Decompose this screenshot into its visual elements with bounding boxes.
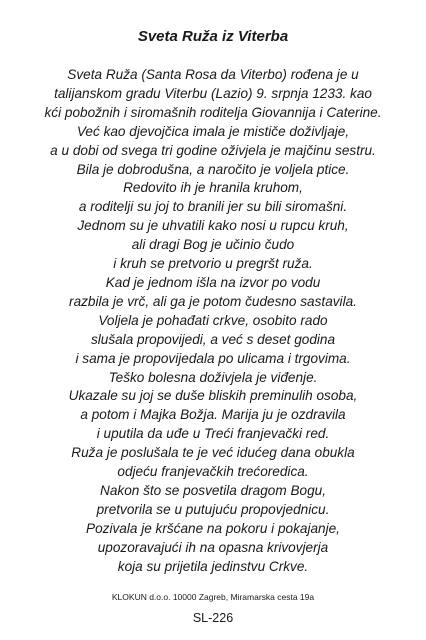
body-line: koja su prijetila jedinstvu Crkve. [117, 558, 309, 574]
body-line: pretvorila se u putujuću propovjednicu. [96, 501, 330, 517]
body-line: Pozivala je kršćane na pokoru i pokajanje, [86, 520, 340, 536]
body-line: i sama je propovijedala po ulicama i trgovima. [75, 350, 351, 366]
body-line: i kruh se pretvorio u pregršt ruža. [113, 256, 313, 272]
body-line: Teško bolesna doživjela je viđenje. [108, 369, 318, 385]
body-line: Sveta Ruža (Santa Rosa da Viterbo) rođena je u [67, 67, 359, 82]
body-line: Voljela je pohađati crkve, osobito rado [98, 312, 328, 328]
body-line: upozoravajući ih na opasna krivovjerja [97, 539, 329, 555]
publisher-info: KLOKUN d.o.o. 10000 Zagreb, Miramarska cesta 19a [111, 592, 315, 602]
body-line: Već kao djevojčica imala je mističe doživljaje, [76, 123, 350, 139]
body-line: Ukazale su joj se duše bliskih preminulih osoba, [68, 388, 358, 404]
body-line: slušala propovijedi, a već s deset godina [90, 331, 336, 347]
body-line: Jednom su je uhvatili kako nosi u rupcu kruh, [77, 218, 349, 234]
card-title: Sveta Ruža iz Viterba [137, 28, 289, 45]
card-body-text [0, 66, 426, 576]
body-line: razbila je vrč, ali ga je potom čudesno sastavila. [69, 293, 357, 309]
body-line: Ruža je poslušala te je već idućeg dana obukla [71, 445, 355, 461]
body-line: Kad je jednom išla na izvor po vodu [105, 274, 321, 290]
body-line: ali dragi Bog je učinio čudo [131, 237, 295, 253]
body-line: Nakon što se posvetila dragom Bogu, [100, 482, 326, 498]
body-line: Redovito ih je hranila kruhom, [123, 180, 303, 196]
body-line: Bila je dobrodušna, a naročito je voljela ptice. [76, 161, 350, 177]
body-line: odjeću franjevačkih trećoredica. [117, 464, 309, 480]
card-code: SL-226 [192, 611, 234, 625]
body-line: a potom i Majka Božja. Marija ju je ozdravila [80, 407, 346, 423]
body-line: a u dobi od svega tri godine oživjela je majčinu sestru. [50, 142, 376, 158]
body-line: i uputila da uđe u Treći franjevački red. [96, 426, 330, 442]
body-line: a roditelji su joj to branili jer su bili siromašni. [78, 199, 348, 215]
body-line: talijanskom gradu Viterbu (Lazio) 9. srpnja 1233. kao [54, 85, 372, 101]
body-line: kći pobožnih i siromašnih roditelja Giovannija i Caterine. [44, 104, 382, 120]
